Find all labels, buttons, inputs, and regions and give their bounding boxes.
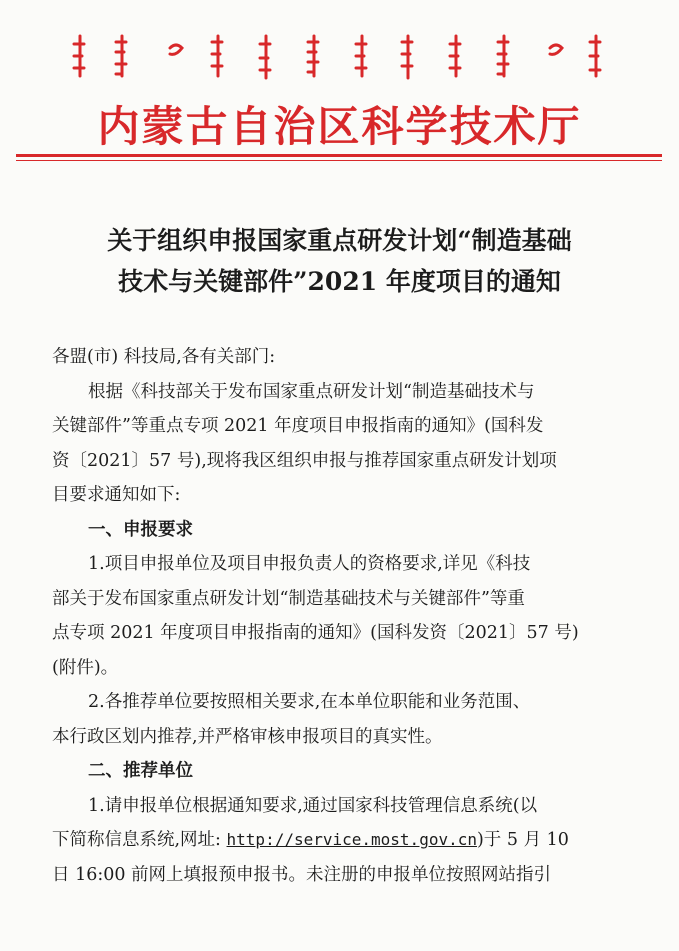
paragraph-line: 关键部件”等重点专项 2021 年度项目申报指南的通知》(国科发 [52, 416, 544, 436]
paragraph-line: 目要求通知如下: [52, 485, 181, 505]
header-divider-thin [16, 160, 662, 161]
header-divider-thick [16, 154, 662, 157]
paragraph-line: 部关于发布国家重点研发计划“制造基础技术与关键部件”等重 [52, 588, 525, 609]
organization-name: 内蒙古自治区科学技术厅 [97, 102, 582, 151]
text-fragment: )于 5 月 10 [476, 830, 569, 850]
mongolian-script-header [60, 30, 620, 86]
paragraph-line [52, 823, 662, 858]
website-link[interactable]: http://service.most.gov.cn [226, 830, 477, 849]
title-line-2: 技术与关键部件”2021 年度项目的通知 [118, 267, 561, 296]
mongolian-script-graphic [60, 30, 620, 86]
paragraph-line: 1.项目申报单位及项目申报负责人的资格要求,详见《科技 [88, 554, 531, 574]
paragraph-line: 点专项 2021 年度项目申报指南的通知》(国科发资〔2021〕57 号) [52, 623, 579, 643]
paragraph-line: 2.各推荐单位要按照相关要求,在本单位职能和业务范围、 [88, 692, 531, 712]
text-fragment: 下简称信息系统,网址: [52, 830, 227, 850]
section-heading-1: 一、申报要求 [88, 519, 193, 540]
paragraph-line: 根据《科技部关于发布国家重点研发计划“制造基础技术与 [88, 381, 535, 402]
title-line-1: 关于组织申报国家重点研发计划“制造基础 [107, 226, 572, 255]
section-heading-2: 二、推荐单位 [88, 761, 193, 781]
paragraph-line: 1.请申报单位根据通知要求,通过国家科技管理信息系统(以 [88, 795, 538, 816]
paragraph-line: (附件)。 [52, 657, 119, 678]
salutation: 各盟(市) 科技局,各有关部门: [52, 347, 276, 367]
paragraph-line: 本行政区划内推荐,并严格审核申报项目的真实性。 [52, 726, 443, 747]
paragraph-line: 资〔2021〕57 号),现将我区组织申报与推荐国家重点研发计划项 [52, 450, 557, 471]
document-title [0, 220, 679, 302]
paragraph-line: 日 16:00 前网上填报预申报书。未注册的申报单位按照网站指引 [52, 864, 552, 885]
document-body [52, 340, 662, 892]
